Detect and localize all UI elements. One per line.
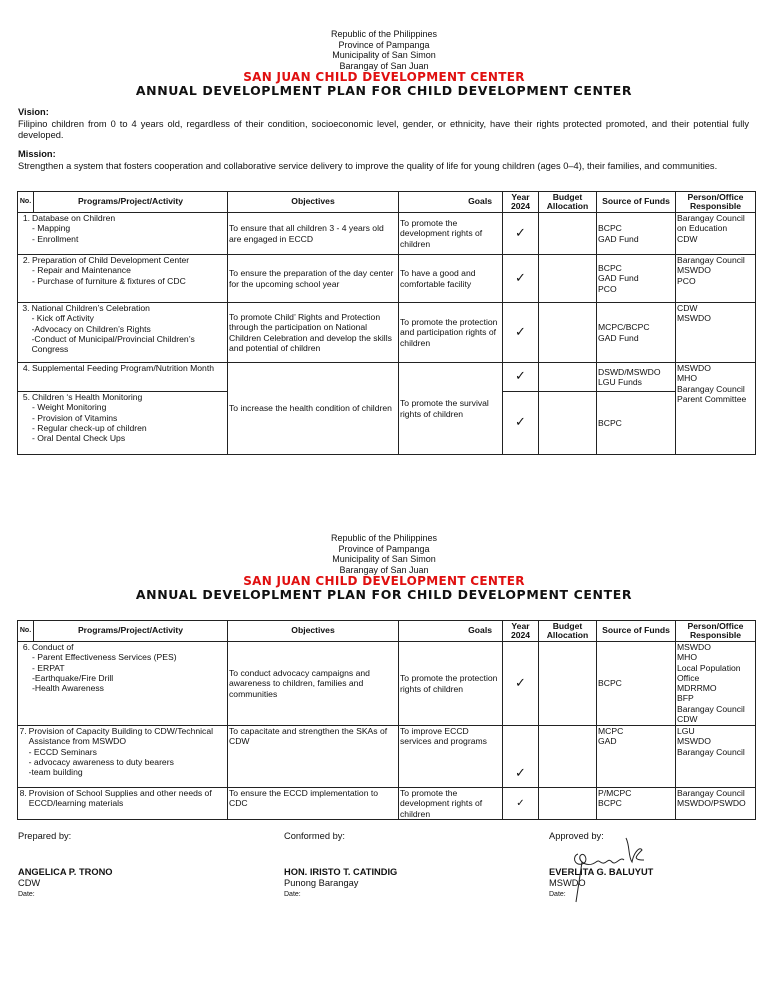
budget-cell <box>539 363 597 392</box>
plan-table-1 <box>17 191 756 455</box>
person-line: MSWDO <box>677 363 711 373</box>
year-cell <box>503 255 539 303</box>
row-number: 8. <box>19 788 27 798</box>
col-objectives: Objectives <box>228 192 399 213</box>
source-cell <box>597 255 676 303</box>
check-icon: ✓ <box>515 764 526 780</box>
person-cell <box>676 363 756 455</box>
program-line: - Oral Dental Check Ups <box>32 433 126 444</box>
program-line: - Parent Effectiveness Services (PES) <box>32 652 177 663</box>
barangay-line: Barangay of San Juan <box>339 60 429 71</box>
republic-line: Republic of the Philippines <box>330 29 438 39</box>
province-line: Province of Pampanga <box>338 543 430 554</box>
source-cell <box>597 642 676 726</box>
row-number: 6. <box>22 642 30 652</box>
row-number: 5. <box>22 392 30 402</box>
mission-block <box>18 149 749 172</box>
objective-cell: To conduct advocacy campaigns and awareness to children, families and communities <box>228 642 399 726</box>
plan-title: ANNUAL DEVELOPLMENT PLAN FOR CHILD DEVELOPMENT CENTER <box>135 587 633 602</box>
table-row <box>18 363 756 392</box>
source-cell <box>597 303 676 363</box>
check-icon: ✓ <box>516 797 525 809</box>
mission-label: Mission: <box>18 149 56 159</box>
municipality-line: Municipality of San Simon <box>332 50 436 60</box>
program-line: -Health Awareness <box>32 683 104 694</box>
person-line: MSWDO <box>677 313 711 324</box>
person-line: Barangay Council <box>677 703 745 714</box>
source-line: BCPC <box>598 223 622 234</box>
mission-text: Strengthen a system that fosters cooperation and collaborative service delivery to improve the quality of life for young children (ages 0–4), their families, and communities. <box>18 160 718 171</box>
program-cell <box>18 642 228 726</box>
prepared-label: Prepared by: <box>18 831 72 841</box>
center-name: SAN JUAN CHILD DEVELOPMENT CENTER <box>243 574 525 588</box>
budget-cell <box>539 788 597 820</box>
person-line: CDW <box>677 714 698 725</box>
vision-text: Filipino children from 0 to 4 years old, regardless of their condition, socioeconomic level, gender, or ethnicity, have their rights protected promoted, and their potential fully developed. <box>18 118 749 140</box>
objective-cell: To capacitate and strengthen the SKAs of CDW <box>228 726 399 788</box>
program-line: Provision of School Supplies and other needs of ECCD/learning materials <box>28 788 212 809</box>
program-line: Database on Children <box>32 213 116 223</box>
budget-cell <box>539 255 597 303</box>
col-source: Source of Funds <box>597 192 676 213</box>
person-line: MSWDO <box>677 736 711 747</box>
program-line: Supplemental Feeding Program/Nutrition Month <box>32 363 214 373</box>
source-line: MCPC <box>598 726 624 736</box>
program-line: - ERPAT <box>32 662 65 673</box>
person-line: CDW <box>677 233 698 244</box>
source-cell <box>597 788 676 820</box>
program-line: -Earthquake/Fire Drill <box>32 672 114 683</box>
program-line: - ECCD Seminars <box>28 746 97 757</box>
conformed-date: Date: <box>284 891 301 898</box>
table-header-row <box>18 621 756 642</box>
source-line: DSWD/MSWDO <box>598 366 661 377</box>
approved-date: Date: <box>549 891 566 898</box>
person-line: CDW <box>677 303 698 313</box>
table-row <box>18 726 756 788</box>
person-line: Barangay Council <box>677 746 745 757</box>
person-line: MDRRMO <box>677 683 717 694</box>
program-line: - Regular check-up of children <box>32 422 147 433</box>
program-line: - Provision of Vitamins <box>32 412 118 423</box>
col-person: Person/Office Responsible <box>676 192 756 213</box>
prepared-title: CDW <box>18 878 41 888</box>
row-number: 1. <box>22 213 30 223</box>
program-line: -Conduct of Municipal/Provincial Children’s Congress <box>31 333 195 355</box>
col-year: Year 2024 <box>503 192 539 213</box>
col-year: Year 2024 <box>503 621 539 642</box>
source-line: GAD <box>598 736 617 747</box>
objective-cell: To ensure the ECCD implementation to CDC <box>228 788 399 820</box>
person-line: MSWDO <box>677 642 711 652</box>
budget-cell <box>539 303 597 363</box>
col-programs: Programs/Project/Activity <box>34 192 228 213</box>
budget-cell <box>539 392 597 455</box>
year-cell <box>503 392 539 455</box>
objective-cell: To promote Child’ Rights and Protection through the participation on National Children Celebration and develop the skills and potential of children <box>228 303 399 363</box>
col-programs: Programs/Project/Activity <box>34 621 228 642</box>
conformed-by-block <box>284 831 397 900</box>
year-cell <box>503 303 539 363</box>
goal-cell: To promote the development rights of children <box>399 788 503 820</box>
col-person: Person/Office Responsible <box>676 621 756 642</box>
table-row <box>18 303 756 363</box>
approved-title: MSWDO <box>549 878 586 888</box>
vision-block <box>18 107 749 142</box>
person-cell <box>676 642 756 726</box>
person-line: Parent Committee <box>677 393 747 404</box>
republic-line: Republic of the Philippines <box>330 533 438 543</box>
source-line: P/MCPC <box>598 788 632 798</box>
year-cell <box>503 213 539 255</box>
goal-cell: To promote the protection rights of children <box>399 642 503 726</box>
row-number: 3. <box>22 303 30 313</box>
row-number: 7. <box>19 726 27 736</box>
source-line: BCPC <box>598 417 622 428</box>
year-cell <box>503 642 539 726</box>
col-budget: Budget Allocation <box>539 621 597 642</box>
check-icon: ✓ <box>515 224 526 240</box>
year-cell <box>503 363 539 392</box>
col-goals: Goals <box>399 192 503 213</box>
person-line: Local Population Office <box>677 662 741 683</box>
person-line: LGU <box>677 726 695 736</box>
source-cell <box>597 726 676 788</box>
person-line: Barangay Council on Education <box>677 213 745 234</box>
program-line: -Advocacy on Children’s Rights <box>31 323 151 334</box>
conformed-label: Conformed by: <box>284 831 345 841</box>
goal-cell: To improve ECCD services and programs <box>399 726 503 788</box>
prepared-name: ANGELICA P. TRONO <box>18 867 113 877</box>
program-line: Preparation of Child Development Center <box>32 255 190 265</box>
row-number: 4. <box>22 363 30 373</box>
person-line: Barangay Council <box>677 255 745 265</box>
source-line: LGU Funds <box>598 377 642 387</box>
center-name: SAN JUAN CHILD DEVELOPMENT CENTER <box>243 70 525 84</box>
page2-header <box>0 533 768 602</box>
program-line: Provision of Capacity Building to CDW/Technical Assistance from MSWDO <box>28 726 214 747</box>
col-budget: Budget Allocation <box>539 192 597 213</box>
program-cell <box>18 303 228 363</box>
page1-header <box>0 29 768 98</box>
table-row <box>18 255 756 303</box>
conformed-title: Punong Barangay <box>284 878 359 888</box>
budget-cell <box>539 642 597 726</box>
goal-cell: To promote the survival rights of children <box>399 363 503 455</box>
approved-label: Approved by: <box>549 831 604 841</box>
person-cell <box>676 303 756 363</box>
source-cell <box>597 363 676 392</box>
handwritten-signature <box>570 826 650 906</box>
year-cell <box>503 726 539 788</box>
table-row <box>18 213 756 255</box>
row-number: 2. <box>22 255 30 265</box>
source-cell <box>597 213 676 255</box>
col-goals: Goals <box>399 621 503 642</box>
program-line: - Purchase of furniture & fixtures of CDC <box>32 275 186 286</box>
source-line: GAD Fund <box>598 273 639 284</box>
source-line: BCPC <box>598 263 622 274</box>
objective-cell: To ensure that all children 3 - 4 years old are engaged in ECCD <box>228 213 399 255</box>
source-cell <box>597 392 676 455</box>
program-line: - Weight Monitoring <box>32 402 107 413</box>
check-icon: ✓ <box>515 414 526 430</box>
table-row <box>18 642 756 726</box>
person-line: MHO <box>677 652 698 663</box>
goal-cell: To promote the protection and participation rights of children <box>399 303 503 363</box>
program-line: - Repair and Maintenance <box>32 265 131 276</box>
col-objectives: Objectives <box>228 621 399 642</box>
program-line: - advocacy awareness to duty bearers <box>28 756 174 767</box>
budget-cell <box>539 726 597 788</box>
program-line: National Children’s Celebration <box>31 303 150 313</box>
col-no: No. <box>18 621 34 642</box>
program-line: - Enrollment <box>32 233 79 244</box>
prepared-by-block <box>18 831 113 900</box>
person-line: PCO <box>677 275 696 286</box>
check-icon: ✓ <box>515 323 526 339</box>
vision-label: Vision: <box>18 107 49 117</box>
person-cell <box>676 213 756 255</box>
col-no: No. <box>18 192 34 213</box>
municipality-line: Municipality of San Simon <box>332 554 436 564</box>
conformed-name: HON. IRISTO T. CATINDIG <box>284 867 398 877</box>
source-line: BCPC <box>598 798 622 809</box>
barangay-line: Barangay of San Juan <box>339 564 429 575</box>
plan-table-2 <box>17 620 756 820</box>
objective-cell: To increase the health condition of children <box>228 363 399 455</box>
table-header-row <box>18 192 756 213</box>
program-cell <box>18 363 228 392</box>
person-line: Barangay Council <box>677 788 745 798</box>
person-cell <box>676 255 756 303</box>
person-cell <box>676 788 756 820</box>
program-line: - Mapping <box>32 223 71 234</box>
source-line: GAD Fund <box>598 332 639 343</box>
province-line: Province of Pampanga <box>338 39 430 50</box>
program-cell <box>18 788 228 820</box>
program-cell <box>18 392 228 455</box>
table-row <box>18 788 756 820</box>
year-cell <box>503 788 539 820</box>
source-line: MCPC/BCPC <box>598 322 650 333</box>
objective-cell: To ensure the preparation of the day center for the upcoming school year <box>228 255 399 303</box>
program-line: - Kick off Activity <box>31 313 94 324</box>
program-cell <box>18 726 228 788</box>
program-line: -team building <box>28 767 83 778</box>
person-cell <box>676 726 756 788</box>
person-line: MHO <box>677 373 698 384</box>
source-line: GAD Fund <box>598 233 639 244</box>
goal-cell: To promote the development rights of children <box>399 213 503 255</box>
budget-cell <box>539 213 597 255</box>
col-source: Source of Funds <box>597 621 676 642</box>
source-line: PCO <box>598 283 617 294</box>
person-line: MSWDO <box>677 265 711 276</box>
check-icon: ✓ <box>515 269 526 285</box>
program-line: Conduct of <box>32 642 74 652</box>
goal-cell: To have a good and comfortable facility <box>399 255 503 303</box>
program-cell <box>18 255 228 303</box>
check-icon: ✓ <box>515 674 526 690</box>
check-icon: ✓ <box>515 368 526 384</box>
approved-name: EVERLITA G. BALUYUT <box>549 867 654 877</box>
person-line: BFP <box>677 693 694 704</box>
source-line: BCPC <box>598 678 622 689</box>
program-line: Children ‘s Health Monitoring <box>32 392 143 402</box>
prepared-date: Date: <box>18 891 35 898</box>
program-cell <box>18 213 228 255</box>
person-line: MSWDO/PSWDO <box>677 798 746 809</box>
plan-title: ANNUAL DEVELOPLMENT PLAN FOR CHILD DEVELOPMENT CENTER <box>135 83 633 98</box>
person-line: Barangay Council <box>677 383 745 394</box>
